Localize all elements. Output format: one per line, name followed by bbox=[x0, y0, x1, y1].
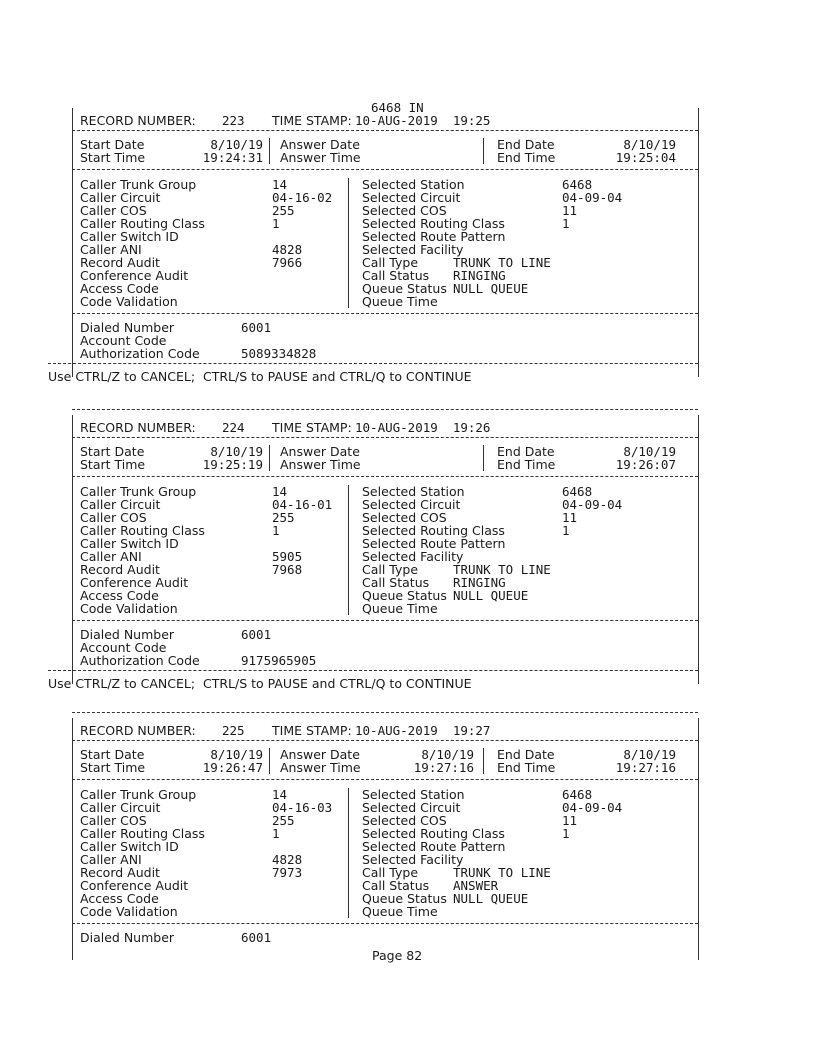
caller-field-label: Record Audit bbox=[80, 865, 160, 880]
caller-field-label: Access Code bbox=[80, 588, 159, 603]
answer-date-label: Answer Date bbox=[280, 137, 360, 152]
caller-field-label: Caller ANI bbox=[80, 242, 142, 257]
control-instructions: Use CTRL/Z to CANCEL; CTRL/S to PAUSE and CTRL/Q to CONTINUE bbox=[48, 369, 472, 384]
answer-date: 8/10/19 bbox=[421, 747, 474, 762]
caller-field-label: Code Validation bbox=[80, 294, 178, 309]
caller-field-label: Caller Trunk Group bbox=[80, 787, 197, 802]
column-separator bbox=[348, 485, 349, 615]
answer-time-label: Answer Time bbox=[280, 150, 361, 165]
caller-field-value: 7966 bbox=[272, 255, 303, 270]
caller-field-value: 7968 bbox=[272, 562, 303, 577]
caller-field-label: Code Validation bbox=[80, 904, 178, 919]
caller-field-value: 7973 bbox=[272, 865, 303, 880]
time-stamp-value: 10-AUG-2019 19:27 bbox=[355, 723, 491, 738]
caller-field-label: Caller Trunk Group bbox=[80, 484, 197, 499]
selected-field-label: Selected COS bbox=[362, 510, 447, 525]
selected-field-label: Selected Facility bbox=[362, 242, 464, 257]
dialed-number: 6001 bbox=[241, 930, 272, 945]
record-number-label: RECORD NUMBER: bbox=[80, 113, 196, 128]
caller-field-label: Conference Audit bbox=[80, 575, 189, 590]
selected-field-value: TRUNK TO LINE bbox=[453, 865, 551, 880]
caller-field-label: Conference Audit bbox=[80, 878, 189, 893]
selected-field-label: Selected Circuit bbox=[362, 800, 461, 815]
selected-field-label: Call Status bbox=[362, 575, 430, 590]
account-code-label: Account Code bbox=[80, 333, 167, 348]
start-time-label: Start Time bbox=[80, 150, 146, 165]
end-date: 8/10/19 bbox=[623, 137, 676, 152]
column-separator bbox=[483, 138, 484, 164]
answer-time: 19:27:16 bbox=[413, 760, 474, 775]
answer-date-label: Answer Date bbox=[280, 747, 360, 762]
caller-field-value: 4828 bbox=[272, 242, 303, 257]
end-date-label: End Date bbox=[497, 747, 555, 762]
time-stamp-value: 10-AUG-2019 19:25 bbox=[355, 113, 491, 128]
selected-field-value: TRUNK TO LINE bbox=[453, 255, 551, 270]
selected-field-label: Queue Time bbox=[362, 601, 438, 616]
caller-field-label: Caller Circuit bbox=[80, 800, 161, 815]
control-instructions: Use CTRL/Z to CANCEL; CTRL/S to PAUSE and CTRL/Q to CONTINUE bbox=[48, 676, 472, 691]
caller-field-label: Caller Routing Class bbox=[80, 523, 205, 538]
dialed-number: 6001 bbox=[241, 320, 272, 335]
selected-field-label: Selected Circuit bbox=[362, 497, 461, 512]
caller-field-label: Record Audit bbox=[80, 255, 160, 270]
caller-field-label: Caller COS bbox=[80, 813, 147, 828]
caller-field-value: 04-16-02 bbox=[272, 190, 333, 205]
dialed-number-label: Dialed Number bbox=[80, 627, 175, 642]
caller-field-label: Caller Switch ID bbox=[80, 536, 179, 551]
selected-field-value: ANSWER bbox=[453, 878, 499, 893]
caller-field-value: 255 bbox=[272, 203, 295, 218]
end-time: 19:27:16 bbox=[615, 760, 676, 775]
page-number: Page 82 bbox=[372, 948, 423, 963]
selected-field-label: Queue Status bbox=[362, 281, 447, 296]
selected-field-label: Call Type bbox=[362, 255, 419, 270]
column-separator bbox=[483, 445, 484, 471]
section-divider bbox=[72, 130, 698, 131]
caller-field-label: Caller Switch ID bbox=[80, 839, 179, 854]
selected-field-label: Selected Facility bbox=[362, 852, 464, 867]
time-stamp-value: 10-AUG-2019 19:26 bbox=[355, 420, 491, 435]
caller-field-label: Conference Audit bbox=[80, 268, 189, 283]
selected-field-label: Selected Route Pattern bbox=[362, 229, 506, 244]
selected-field-label: Queue Time bbox=[362, 904, 438, 919]
end-time-label: End Time bbox=[497, 457, 556, 472]
answer-date-label: Answer Date bbox=[280, 444, 360, 459]
start-time-label: Start Time bbox=[80, 760, 146, 775]
caller-field-value: 14 bbox=[272, 484, 288, 499]
selected-field-label: Selected Routing Class bbox=[362, 826, 505, 841]
record-right-border bbox=[698, 415, 699, 684]
dialed-number-label: Dialed Number bbox=[80, 320, 175, 335]
caller-field-label: Access Code bbox=[80, 891, 159, 906]
end-time: 19:25:04 bbox=[615, 150, 676, 165]
caller-field-label: Code Validation bbox=[80, 601, 178, 616]
selected-field-value: 04-09-04 bbox=[562, 800, 623, 815]
selected-field-label: Queue Time bbox=[362, 294, 438, 309]
time-stamp-label: TIME STAMP: bbox=[272, 723, 352, 738]
caller-field-value: 1 bbox=[272, 216, 280, 231]
start-date-label: Start Date bbox=[80, 444, 145, 459]
column-separator bbox=[348, 178, 349, 308]
column-separator bbox=[348, 788, 349, 918]
selected-field-label: Selected Facility bbox=[362, 549, 464, 564]
record-number: 223 bbox=[222, 113, 245, 128]
record-right-border bbox=[698, 108, 699, 377]
selected-field-value: NULL QUEUE bbox=[453, 588, 529, 603]
selected-field-label: Queue Status bbox=[362, 891, 447, 906]
caller-field-value: 04-16-03 bbox=[272, 800, 333, 815]
end-time-label: End Time bbox=[497, 150, 556, 165]
record-left-border bbox=[72, 108, 73, 377]
selected-field-label: Selected COS bbox=[362, 813, 447, 828]
start-date: 8/10/19 bbox=[210, 137, 263, 152]
record-bottom-divider bbox=[48, 670, 698, 671]
start-date: 8/10/19 bbox=[210, 747, 263, 762]
caller-field-value: 14 bbox=[272, 177, 288, 192]
section-divider bbox=[72, 169, 698, 170]
caller-field-label: Caller Switch ID bbox=[80, 229, 179, 244]
caller-field-label: Caller Routing Class bbox=[80, 826, 205, 841]
selected-field-label: Call Type bbox=[362, 865, 419, 880]
start-time-label: Start Time bbox=[80, 457, 146, 472]
caller-field-label: Caller COS bbox=[80, 203, 147, 218]
selected-field-label: Selected Station bbox=[362, 484, 465, 499]
authorization-code: 5089334828 bbox=[241, 346, 317, 361]
section-divider bbox=[72, 620, 698, 621]
section-divider bbox=[72, 740, 698, 741]
selected-field-value: 11 bbox=[562, 203, 578, 218]
record-number: 225 bbox=[222, 723, 245, 738]
record-right-border bbox=[698, 718, 699, 960]
section-divider bbox=[72, 437, 698, 438]
selected-field-value: 1 bbox=[562, 523, 570, 538]
selected-field-value: 04-09-04 bbox=[562, 190, 623, 205]
selected-field-value: RINGING bbox=[453, 575, 506, 590]
caller-field-label: Record Audit bbox=[80, 562, 160, 577]
end-date: 8/10/19 bbox=[623, 747, 676, 762]
caller-field-label: Caller Routing Class bbox=[80, 216, 205, 231]
caller-field-value: 255 bbox=[272, 813, 295, 828]
selected-field-value: NULL QUEUE bbox=[453, 281, 529, 296]
selected-field-value: 6468 bbox=[562, 484, 593, 499]
authorization-code-label: Authorization Code bbox=[80, 346, 200, 361]
selected-field-label: Queue Status bbox=[362, 588, 447, 603]
selected-field-label: Selected Circuit bbox=[362, 190, 461, 205]
selected-field-value: 6468 bbox=[562, 787, 593, 802]
section-divider bbox=[72, 476, 698, 477]
selected-field-label: Call Type bbox=[362, 562, 419, 577]
selected-field-label: Selected Routing Class bbox=[362, 216, 505, 231]
selected-field-label: Call Status bbox=[362, 268, 430, 283]
column-separator bbox=[483, 748, 484, 774]
selected-field-value: 1 bbox=[562, 216, 570, 231]
caller-field-label: Access Code bbox=[80, 281, 159, 296]
selected-field-value: RINGING bbox=[453, 268, 506, 283]
start-time: 19:26:47 bbox=[202, 760, 263, 775]
end-date: 8/10/19 bbox=[623, 444, 676, 459]
record-top-divider bbox=[72, 409, 698, 410]
caller-field-value: 14 bbox=[272, 787, 288, 802]
account-code-label: Account Code bbox=[80, 640, 167, 655]
header-extension: 6468 IN bbox=[371, 100, 424, 115]
selected-field-label: Selected COS bbox=[362, 203, 447, 218]
column-separator bbox=[269, 748, 270, 774]
record-number-label: RECORD NUMBER: bbox=[80, 723, 196, 738]
time-stamp-label: TIME STAMP: bbox=[272, 113, 352, 128]
selected-field-label: Selected Route Pattern bbox=[362, 839, 506, 854]
column-separator bbox=[269, 138, 270, 164]
caller-field-label: Caller Circuit bbox=[80, 497, 161, 512]
selected-field-value: 11 bbox=[562, 813, 578, 828]
end-time-label: End Time bbox=[497, 760, 556, 775]
caller-field-value: 5905 bbox=[272, 549, 303, 564]
caller-field-value: 1 bbox=[272, 523, 280, 538]
end-date-label: End Date bbox=[497, 137, 555, 152]
dialed-number-label: Dialed Number bbox=[80, 930, 175, 945]
selected-field-label: Selected Station bbox=[362, 177, 465, 192]
start-date-label: Start Date bbox=[80, 137, 145, 152]
caller-field-value: 4828 bbox=[272, 852, 303, 867]
time-stamp-label: TIME STAMP: bbox=[272, 420, 352, 435]
caller-field-label: Caller ANI bbox=[80, 549, 142, 564]
record-top-divider bbox=[72, 712, 698, 713]
caller-field-label: Caller ANI bbox=[80, 852, 142, 867]
start-time: 19:25:19 bbox=[202, 457, 263, 472]
caller-field-label: Caller Circuit bbox=[80, 190, 161, 205]
start-date-label: Start Date bbox=[80, 747, 145, 762]
section-divider bbox=[72, 313, 698, 314]
answer-time-label: Answer Time bbox=[280, 760, 361, 775]
selected-field-value: 6468 bbox=[562, 177, 593, 192]
selected-field-label: Selected Station bbox=[362, 787, 465, 802]
record-left-border bbox=[72, 415, 73, 684]
selected-field-label: Call Status bbox=[362, 878, 430, 893]
record-number: 224 bbox=[222, 420, 245, 435]
section-divider bbox=[72, 923, 698, 924]
selected-field-value: TRUNK TO LINE bbox=[453, 562, 551, 577]
caller-field-label: Caller Trunk Group bbox=[80, 177, 197, 192]
dialed-number: 6001 bbox=[241, 627, 272, 642]
start-date: 8/10/19 bbox=[210, 444, 263, 459]
caller-field-label: Caller COS bbox=[80, 510, 147, 525]
selected-field-value: 04-09-04 bbox=[562, 497, 623, 512]
record-number-label: RECORD NUMBER: bbox=[80, 420, 196, 435]
answer-time-label: Answer Time bbox=[280, 457, 361, 472]
column-separator bbox=[269, 445, 270, 471]
selected-field-value: NULL QUEUE bbox=[453, 891, 529, 906]
record-bottom-divider bbox=[48, 363, 698, 364]
caller-field-value: 255 bbox=[272, 510, 295, 525]
caller-field-value: 1 bbox=[272, 826, 280, 841]
section-divider bbox=[72, 779, 698, 780]
authorization-code: 9175965905 bbox=[241, 653, 317, 668]
end-time: 19:26:07 bbox=[615, 457, 676, 472]
authorization-code-label: Authorization Code bbox=[80, 653, 200, 668]
caller-field-value: 04-16-01 bbox=[272, 497, 333, 512]
start-time: 19:24:31 bbox=[202, 150, 263, 165]
selected-field-value: 1 bbox=[562, 826, 570, 841]
selected-field-label: Selected Routing Class bbox=[362, 523, 505, 538]
end-date-label: End Date bbox=[497, 444, 555, 459]
selected-field-value: 11 bbox=[562, 510, 578, 525]
selected-field-label: Selected Route Pattern bbox=[362, 536, 506, 551]
